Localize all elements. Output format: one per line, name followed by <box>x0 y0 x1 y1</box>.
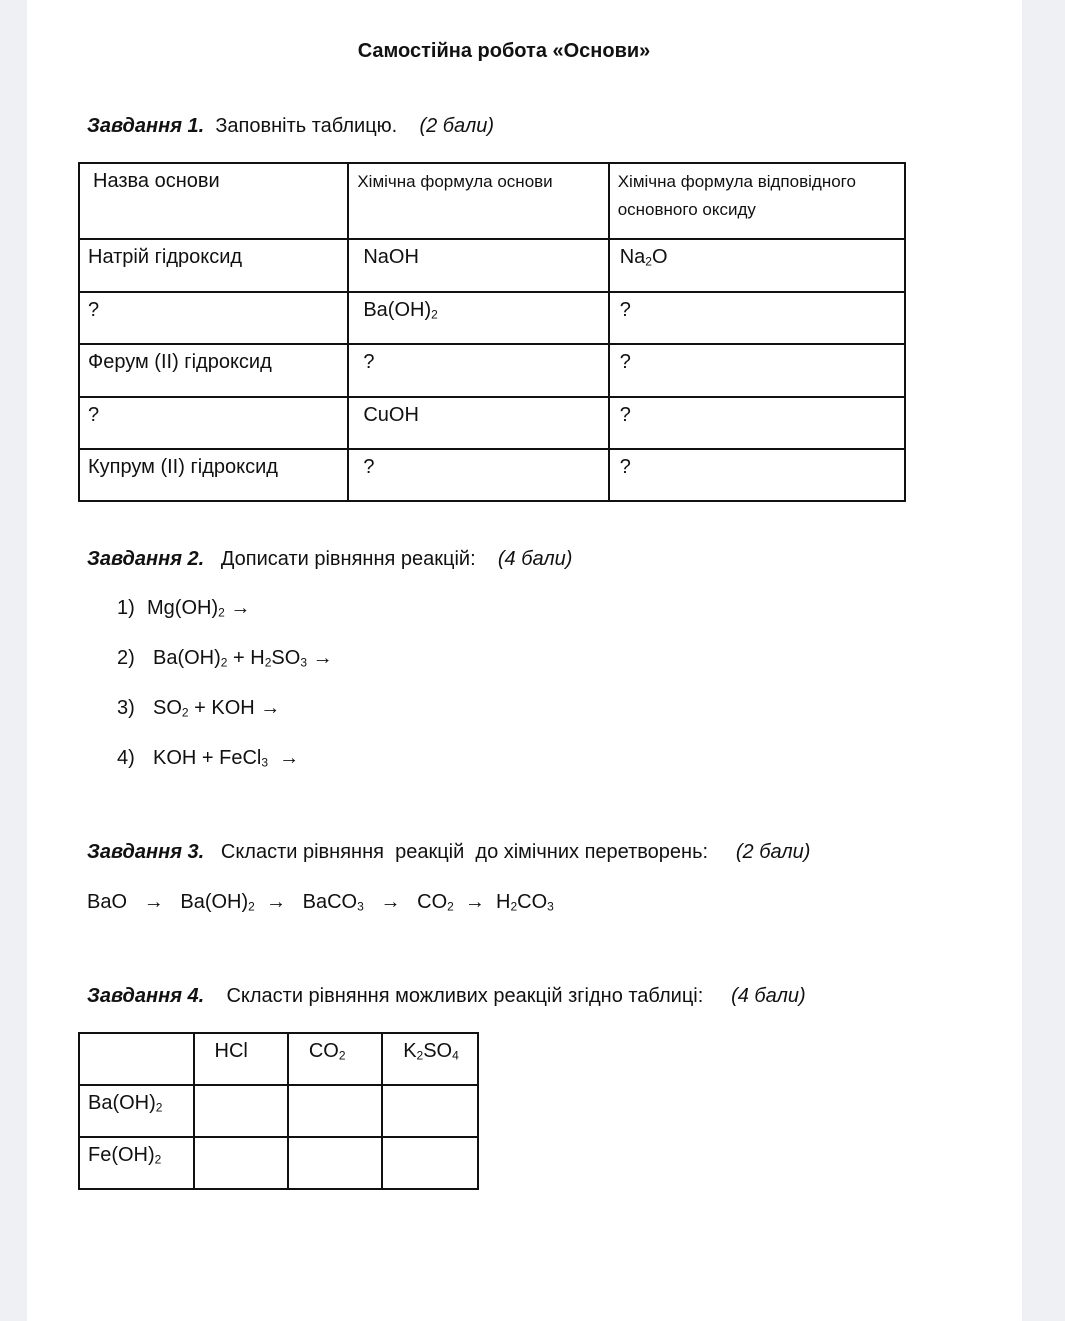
header-cell: Хімічна формула основи <box>348 163 608 239</box>
formula-text: ? <box>619 299 631 321</box>
formula-text: CO <box>308 1040 339 1062</box>
base-row-header <box>79 1085 194 1137</box>
task2-points: (4 бали) <box>497 548 573 570</box>
base-row-header <box>79 1137 194 1189</box>
answer-cell <box>288 1137 382 1189</box>
formula-text: SO <box>153 697 182 719</box>
reaction-item <box>117 597 250 620</box>
reaction-item <box>117 747 299 770</box>
base-formula-cell <box>348 292 608 344</box>
base-name-cell <box>79 239 348 292</box>
formula-text: Купрум (II) гідроксид <box>88 456 278 478</box>
header-cell: Назва основи <box>79 163 348 239</box>
task1-text: Заповніть таблицю. <box>215 115 398 137</box>
formula-text: → H <box>453 891 511 913</box>
formula-subscript: 3 <box>300 655 308 670</box>
formula-text: Ba(OH) <box>88 1092 156 1114</box>
oxide-formula-cell <box>609 397 905 449</box>
reaction-item <box>117 697 280 720</box>
document-page <box>27 0 1022 1321</box>
formula-subscript: 2 <box>416 1048 424 1063</box>
task3-chain <box>87 891 554 914</box>
header-cell: Хімічна формула відповідного основного оксиду <box>609 163 905 239</box>
answer-cell <box>194 1137 288 1189</box>
table-row <box>79 239 905 292</box>
table-row <box>79 1085 478 1137</box>
task2-label: Завдання 2. <box>87 548 205 570</box>
base-formula-cell <box>348 344 608 397</box>
formula-subscript: 2 <box>510 899 518 914</box>
formula-text: ? <box>619 351 631 373</box>
formula-text: HCl <box>214 1040 248 1062</box>
formula-text: Ферум (II) гідроксид <box>88 351 272 373</box>
formula-text: O <box>651 246 668 268</box>
answer-cell <box>382 1085 478 1137</box>
item-number: 2) <box>117 647 135 669</box>
formula-text: → <box>224 597 251 619</box>
table-row <box>79 1137 478 1189</box>
formula-text: SO <box>423 1040 453 1062</box>
item-number: 1) <box>117 597 135 619</box>
answer-cell <box>194 1085 288 1137</box>
formula-text: → <box>307 647 333 669</box>
table-row <box>79 449 905 501</box>
table-header-row <box>79 1033 478 1085</box>
table-row <box>79 292 905 344</box>
formula-text: Fe(OH) <box>88 1144 155 1166</box>
task1-points: (2 бали) <box>419 115 495 137</box>
task1-label: Завдання 1. <box>87 115 205 137</box>
formula-subscript: 2 <box>154 1152 162 1167</box>
formula-text: Ba(OH) <box>363 299 432 321</box>
oxide-formula-cell <box>609 292 905 344</box>
oxide-formula-cell <box>609 344 905 397</box>
formula-subscript: 4 <box>452 1048 459 1063</box>
formula-text: ? <box>619 404 631 426</box>
task4-table <box>78 1032 479 1190</box>
task2-text: Дописати рівняння реакцій: <box>220 548 476 570</box>
base-formula-cell <box>348 239 608 292</box>
task4-heading <box>87 985 806 1008</box>
formula-text: → CO <box>363 891 448 913</box>
base-formula-cell <box>348 397 608 449</box>
formula-subscript: 3 <box>261 755 269 770</box>
formula-text: NaOH <box>363 246 419 268</box>
reaction-formula <box>153 697 280 719</box>
formula-text: ? <box>619 456 631 478</box>
formula-subscript: 2 <box>264 655 272 670</box>
reaction-formula <box>147 597 250 619</box>
task4-text: Скласти рівняння можливих реакцій згідно таблиці: <box>226 985 704 1007</box>
formula-subscript: 2 <box>447 899 454 914</box>
base-name-cell <box>79 292 348 344</box>
task1-table <box>78 162 906 502</box>
item-number: 3) <box>117 697 135 719</box>
formula-text: K <box>403 1040 417 1062</box>
reaction-formula <box>153 747 299 769</box>
reaction-formula <box>153 647 333 669</box>
formula-text: Натрій гідроксид <box>88 246 243 268</box>
formula-text: ? <box>88 299 100 321</box>
formula-text: ? <box>363 456 375 478</box>
item-number: 4) <box>117 747 135 769</box>
formula-text: Na <box>619 246 646 268</box>
formula-subscript: 2 <box>431 307 438 322</box>
empty-corner-cell <box>79 1033 194 1085</box>
formula-subscript: 2 <box>220 655 228 670</box>
formula-text: ? <box>363 351 375 373</box>
formula-text: KOH + FeCl <box>153 747 262 769</box>
formula-text: ? <box>88 404 100 426</box>
task2-heading <box>87 548 572 571</box>
formula-subscript: 3 <box>357 899 364 914</box>
formula-text: → <box>268 747 300 769</box>
base-name-cell <box>79 397 348 449</box>
formula-subscript: 3 <box>547 899 554 914</box>
base-formula-cell <box>348 449 608 501</box>
formula-subscript: 2 <box>248 899 255 914</box>
formula-text: BaO → Ba(OH) <box>87 891 249 913</box>
formula-text: + H <box>227 647 265 669</box>
formula-subscript: 2 <box>338 1048 346 1063</box>
formula-subscript: 2 <box>218 605 225 620</box>
table-header-row <box>79 163 905 239</box>
table-row <box>79 344 905 397</box>
formula-text: Mg(OH) <box>147 597 219 619</box>
task3-points: (2 бали) <box>735 841 811 863</box>
answer-cell <box>382 1137 478 1189</box>
task4-points: (4 бали) <box>731 985 806 1007</box>
oxide-formula-cell <box>609 449 905 501</box>
task3-text: Скласти рівняння реакцій до хімічних перетворень: <box>220 841 709 863</box>
task3-label: Завдання 3. <box>87 841 205 863</box>
task3-heading <box>87 841 810 864</box>
formula-subscript: 2 <box>181 705 189 720</box>
reagent-header-cell <box>288 1033 382 1085</box>
reagent-header-cell <box>194 1033 288 1085</box>
base-name-cell <box>79 449 348 501</box>
formula-text: + KOH → <box>188 697 281 719</box>
oxide-formula-cell <box>609 239 905 292</box>
table-row <box>79 397 905 449</box>
reagent-header-cell <box>382 1033 478 1085</box>
formula-text: Ba(OH) <box>153 647 221 669</box>
base-name-cell <box>79 344 348 397</box>
reaction-item <box>117 647 333 670</box>
task1-heading <box>87 115 494 138</box>
formula-text: → BaCO <box>254 891 358 913</box>
answer-cell <box>288 1085 382 1137</box>
task4-label: Завдання 4. <box>87 985 205 1007</box>
formula-text: SO <box>271 647 301 669</box>
formula-text: CuOH <box>363 404 419 426</box>
formula-subscript: 2 <box>645 254 652 269</box>
page-title: Самостійна робота «Основи» <box>357 40 651 62</box>
formula-subscript: 2 <box>155 1100 163 1115</box>
formula-text: CO <box>517 891 548 913</box>
